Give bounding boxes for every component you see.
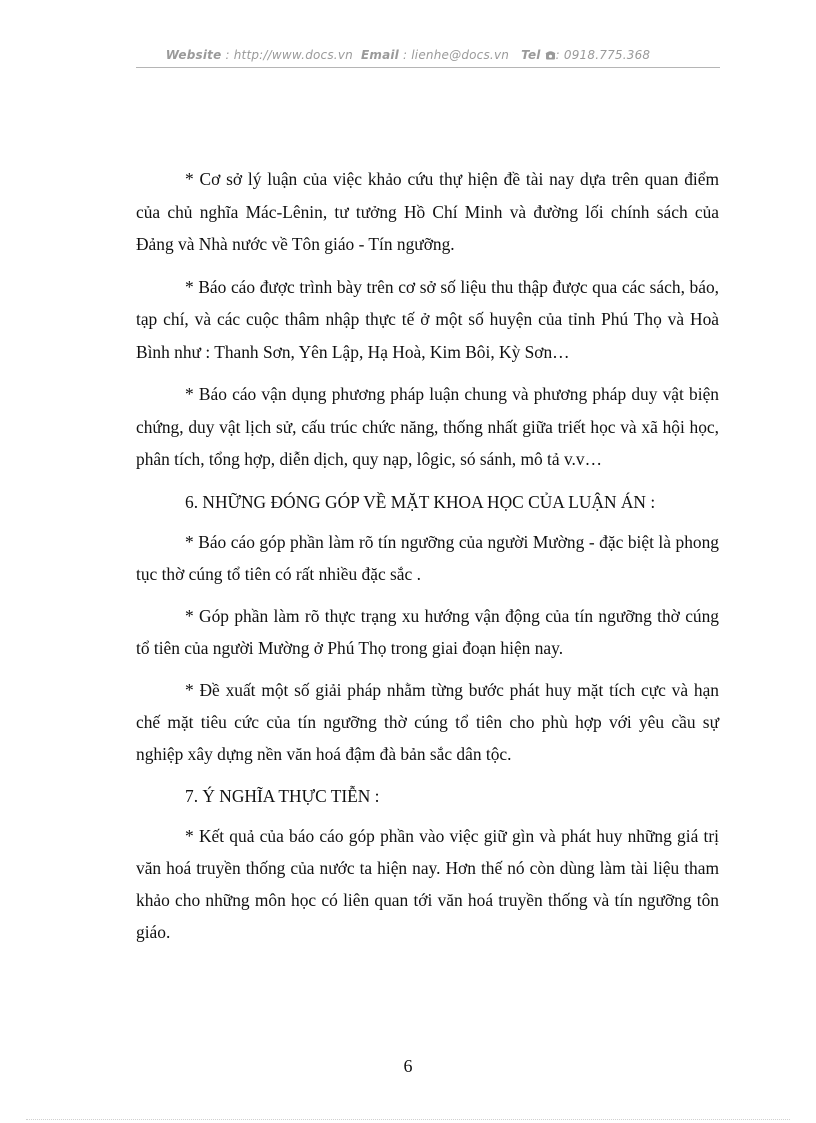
footer-divider [26,1119,790,1120]
page-number: 6 [403,1056,413,1076]
section-7-heading: 7. Ý NGHĨA THỰC TIỄN : [185,785,380,806]
phone-icon [545,48,556,62]
paragraph-2: * Báo cáo được trình bày trên cơ sở số liệu thu thập được qua các sách, báo, tạp chí, và các cuộc thâm nhập thực tế ở một số huyện của tỉnh Phú Thọ và Hoà Bình như : Thanh Sơn, Yên Lập, Hạ Hoà, Kim Bôi, Kỳ Sơn… [136,276,719,362]
paragraph-1: * Cơ sở lý luận của việc khảo cứu thự hiện đề tài nay dựa trên quan điểm của chủ nghĩa Mác-Lênin, tư tưởng Hồ Chí Minh và đường lối chính sách của Đảng và Nhà nước về Tôn giáo - Tín ngưỡng. [136,169,719,254]
section-6-heading: 6. NHỮNG ĐÓNG GÓP VỀ MẶT KHOA HỌC CỦA LUẬN ÁN : [185,491,656,512]
section-6-paragraph-2: * Góp phần làm rõ thực trạng xu hướng vận động của tín ngưỡng thờ cúng tổ tiên của người Mường ở Phú Thọ trong giai đoạn hiện nay. [136,605,719,658]
tel-label: Tel [521,48,541,62]
email-label: Email [360,48,399,62]
email-value: : lienhe@docs.vn [403,48,510,62]
section-6-paragraph-1: * Báo cáo góp phần làm rõ tín ngưỡng của người Mường - đặc biệt là phong tục thờ cúng tổ tiên có rất nhiều đặc sắc . [136,531,719,584]
section-6-paragraph-3: * Đề xuất một số giải pháp nhằm từng bước phát huy mặt tích cực và hạn chế mặt tiêu cức của tín ngưỡng thờ cúng tổ tiên cho phù hợp với yêu cầu sự nghiệp xây dựng nền văn hoá đậm đà bản sắc dân tộc. [136,679,719,764]
tel-value: : 0918.775.368 [555,48,651,62]
section-7-paragraph-1: * Kết quả của báo cáo góp phần vào việc giữ gìn và phát huy những giá trị văn hoá truyền thống của nước ta hiện nay. Hơn thế nó còn dùng làm tài liệu tham khảo cho những môn học có liên quan tới văn hoá truyền thống và tín ngưỡng tôn giáo. [136,825,719,942]
paragraph-3: * Báo cáo vận dụng phương pháp luận chung và phương pháp duy vật biện chứng, duy vật lịch sử, cấu trúc chức năng, thống nhất giữa triết học và xã hội học, phân tích, tổng hợp, diễn dịch, quy nạp, lôgic, só sánh, mô tả v.v… [136,384,719,469]
document-body [136,163,719,958]
website-label: Website [165,48,222,62]
page-header [0,48,816,62]
website-value: : http://www.docs.vn [225,48,353,62]
header-divider [136,67,720,68]
